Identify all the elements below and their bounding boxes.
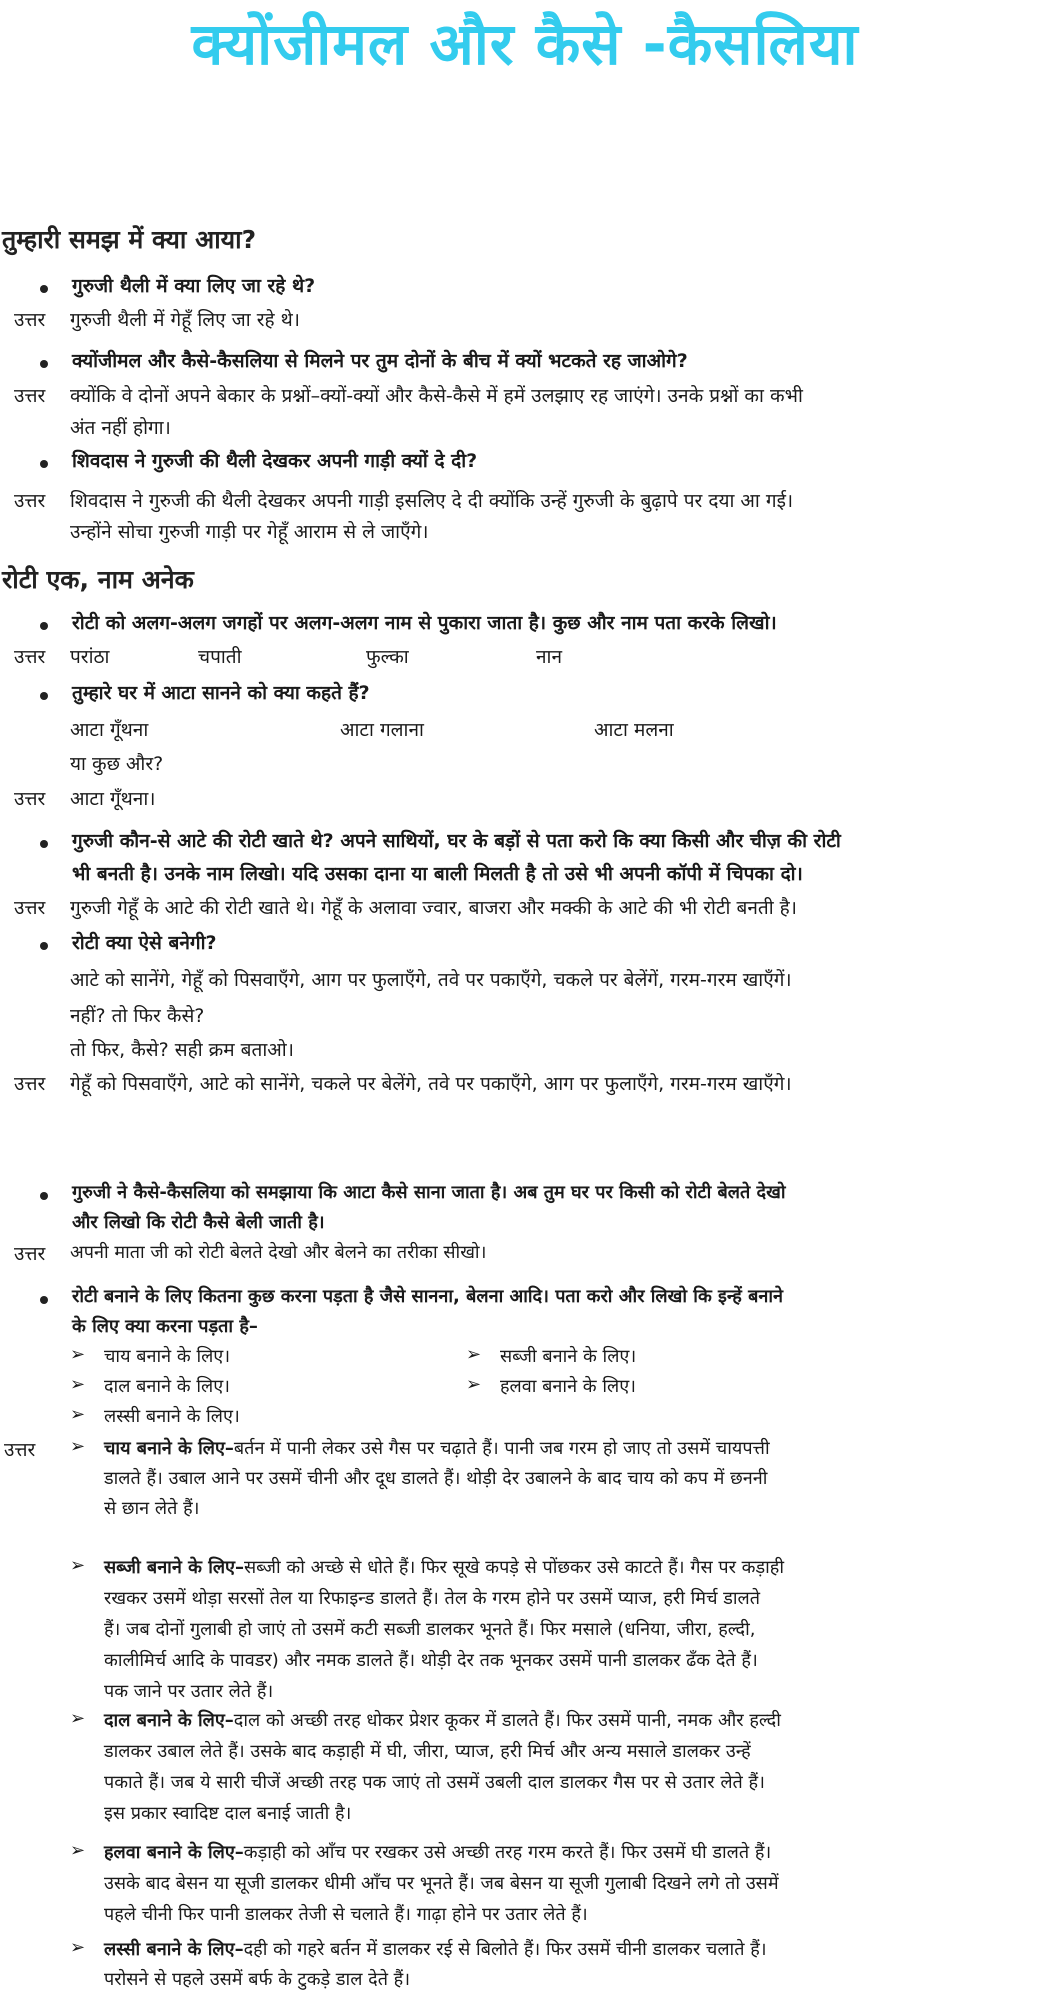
answer-name: परांठा xyxy=(70,646,110,668)
recipe-text: परोसने से पहले उसमें बर्फ के टुकड़े डाल देते हैं। xyxy=(104,1969,411,1990)
bullet-icon xyxy=(40,360,48,368)
arrow-bullet-icon: ➢ xyxy=(70,1555,86,1576)
recipe-text: पकाते हैं। जब ये सारी चीजें अच्छी तरह पक जाएं तो उसमें उबली दाल डालकर गैस पर से उतार लेते हैं। xyxy=(104,1772,765,1793)
task-item: चाय बनाने के लिए। xyxy=(104,1346,231,1367)
recipe-text: डालकर उबाल लेते हैं। उसके बाद कड़ाही में घी, जीरा, प्याज, हरी मिर्च और अन्य मसाले डालकर उन्हें xyxy=(104,1741,751,1762)
bullet-icon xyxy=(40,840,48,848)
section-heading-understanding: तुम्हारी समझ में क्या आया? xyxy=(2,225,257,254)
task-item: दाल बनाने के लिए। xyxy=(104,1376,230,1397)
prompt-text: तो फिर, कैसे? सही क्रम बताओ। xyxy=(70,1039,294,1061)
question: के लिए क्या करना पड़ता है– xyxy=(72,1316,258,1337)
prompt-text: नहीं? तो फिर कैसे? xyxy=(70,1005,205,1027)
recipe-title: चाय बनाने के लिए– xyxy=(104,1438,234,1459)
question: शिवदास ने गुरुजी की थैली देखकर अपनी गाड़ी क्यों दे दी? xyxy=(72,450,478,472)
recipe-dal xyxy=(104,1708,781,1732)
recipe-title: लस्सी बनाने के लिए– xyxy=(104,1939,244,1960)
task-item: सब्जी बनाने के लिए। xyxy=(500,1346,637,1367)
option: आटा गलाना xyxy=(340,719,424,741)
recipe-text: बर्तन में पानी लेकर उसे गैस पर चढ़ाते हैं। पानी जब गरम हो जाए तो उसमें चायपत्ती xyxy=(233,1438,770,1459)
recipe-text: दाल को अच्छी तरह धोकर प्रेशर कूकर में डालते हैं। फिर उसमें पानी, नमक और हल्दी xyxy=(233,1710,781,1731)
answer-text: क्योंकि वे दोनों अपने बेकार के प्रश्नों–क्यों-क्यों और कैसे-कैसे में हमें उलझाए रह जाएंगे। उनके प्रश्नों का कभी xyxy=(70,385,803,407)
question: क्योंजीमल और कैसे-कैसलिया से मिलने पर तुम दोनों के बीच में क्यों भटकते रह जाओगे? xyxy=(72,350,688,372)
recipe-halwa xyxy=(104,1840,771,1864)
recipe-text: हैं। जब दोनों गुलाबी हो जाएं तो उसमें कटी सब्जी डालकर भूनते हैं। फिर मसाले (धनिया, जीरा, हल्दी, xyxy=(104,1619,756,1640)
question: भी बनती है। उनके नाम लिखो। यदि उसका दाना या बाली मिलती है तो उसे भी अपनी कॉपी में चिपका दो। xyxy=(72,863,803,885)
option: आटा मलना xyxy=(594,719,674,741)
recipe-chai xyxy=(104,1436,770,1460)
recipe-text: दही को गहरे बर्तन में डालकर रई से बिलोते हैं। फिर उसमें चीनी डालकर चलाते हैं। xyxy=(243,1939,767,1960)
section-heading-roti: रोटी एक, नाम अनेक xyxy=(2,565,194,594)
recipe-lassi xyxy=(104,1937,767,1961)
recipe-title: सब्जी बनाने के लिए– xyxy=(104,1557,245,1578)
arrow-bullet-icon: ➢ xyxy=(70,1708,86,1729)
answer-text: आटा गूँथना। xyxy=(70,788,156,810)
prompt-text: आटे को सानेंगे, गेहूँ को पिसवाएँगे, आग पर फुलाएँगे, तवे पर पकाएँगे, चकले पर बेलेंगें, गरम-गरम खाएँगें। xyxy=(70,969,792,991)
recipe-title: हलवा बनाने के लिए– xyxy=(104,1842,244,1863)
recipe-text: डालते हैं। उबाल आने पर उसमें चीनी और दूध डालते हैं। थोड़ी देर उबालने के बाद चाय को कप में छननी xyxy=(104,1468,768,1489)
answer-label: उत्तर xyxy=(14,646,46,668)
recipe-text: इस प्रकार स्वादिष्ट दाल बनाई जाती है। xyxy=(104,1803,352,1824)
answer-name: नान xyxy=(536,646,563,668)
page-title: क्योंजीमल और कैसे -कैसलिया xyxy=(191,10,859,78)
question: और लिखो कि रोटी कैसे बेली जाती है। xyxy=(72,1212,325,1233)
recipe-text: कड़ाही को आँच पर रखकर उसे अच्छी तरह गरम करते हैं। फिर उसमें घी डालते हैं। xyxy=(243,1842,772,1863)
arrow-bullet-icon: ➢ xyxy=(70,1436,86,1457)
bullet-icon xyxy=(40,460,48,468)
task-item: लस्सी बनाने के लिए। xyxy=(104,1406,240,1427)
bullet-icon xyxy=(40,692,48,700)
answer-text: गुरुजी थैली में गेहूँ लिए जा रहे थे। xyxy=(70,309,300,331)
question: गुरुजी कौन-से आटे की रोटी खाते थे? अपने साथियों, घर के बड़ों से पता करो कि क्या किसी और चीज़ की रोटी xyxy=(72,830,841,852)
bullet-icon xyxy=(40,285,48,293)
option: आटा गूँथना xyxy=(70,719,149,741)
recipe-title: दाल बनाने के लिए– xyxy=(104,1710,234,1731)
question: रोटी को अलग-अलग जगहों पर अलग-अलग नाम से पुकारा जाता है। कुछ और नाम पता करके लिखो। xyxy=(72,612,777,634)
answer-text: उन्होंने सोचा गुरुजी गाड़ी पर गेहूँ आराम से ले जाएँगे। xyxy=(70,521,429,543)
answer-label: उत्तर xyxy=(14,897,46,919)
bullet-icon xyxy=(40,622,48,630)
bullet-icon xyxy=(40,942,48,950)
answer-label: उत्तर xyxy=(14,1243,46,1265)
option-more: या कुछ और? xyxy=(70,753,164,775)
answer-label: उत्तर xyxy=(14,788,46,810)
bullet-icon xyxy=(40,1296,48,1304)
answer-name: चपाती xyxy=(198,646,242,668)
answer-name: फुल्का xyxy=(366,646,409,668)
question: गुरुजी थैली में क्या लिए जा रहे थे? xyxy=(72,275,316,297)
task-item: हलवा बनाने के लिए। xyxy=(500,1376,636,1397)
recipe-text: से छान लेते हैं। xyxy=(104,1498,200,1519)
question: गुरुजी ने कैसे-कैसलिया को समझाया कि आटा कैसे साना जाता है। अब तुम घर पर किसी को रोटी बेलते देखो xyxy=(72,1182,786,1203)
answer-label: उत्तर xyxy=(14,490,46,512)
answer-text: गुरुजी गेहूँ के आटे की रोटी खाते थे। गेहूँ के अलावा ज्वार, बाजरा और मक्की के आटे की भी रोटी बनती है। xyxy=(70,897,797,919)
answer-text: शिवदास ने गुरुजी की थैली देखकर अपनी गाड़ी इसलिए दे दी क्योंकि उन्हें गुरुजी के बुढ़ापे पर दया आ गई। xyxy=(70,490,794,512)
answer-label: उत्तर xyxy=(4,1439,36,1461)
arrow-bullet-icon: ➢ xyxy=(466,1374,482,1395)
recipe-text: पक जाने पर उतार लेते हैं। xyxy=(104,1681,274,1702)
answer-label: उत्तर xyxy=(14,385,46,407)
question: तुम्हारे घर में आटा सानने को क्या कहते हैं? xyxy=(72,682,370,704)
arrow-bullet-icon: ➢ xyxy=(70,1344,86,1365)
recipe-sabji xyxy=(104,1555,784,1579)
bullet-icon xyxy=(40,1192,48,1200)
recipe-text: सब्जी को अच्छे से धोते हैं। फिर सूखे कपड़े से पोंछकर उसे काटते हैं। गैस पर कड़ाही xyxy=(244,1557,785,1578)
answer-label: उत्तर xyxy=(14,309,46,331)
recipe-text: पहले चीनी फिर पानी डालकर तेजी से चलाते हैं। गाढ़ा होने पर उतार लेते हैं। xyxy=(104,1904,588,1925)
answer-text: गेहूँ को पिसवाएँगे, आटे को सानेंगे, चकले पर बेलेंगे, तवे पर पकाएँगे, आग पर फुलाएँगे, गरम-गरम खाएँगे। xyxy=(70,1073,792,1095)
question: रोटी क्या ऐसे बनेगी? xyxy=(72,932,217,954)
answer-text: अपनी माता जी को रोटी बेलते देखो और बेलने का तरीका सीखो। xyxy=(70,1242,487,1263)
recipe-text: उसके बाद बेसन या सूजी डालकर धीमी आँच पर भूनते हैं। जब बेसन या सूजी गुलाबी दिखने लगे तो उसमें xyxy=(104,1873,779,1894)
arrow-bullet-icon: ➢ xyxy=(70,1404,86,1425)
answer-label: उत्तर xyxy=(14,1073,46,1095)
recipe-text: कालीमिर्च आदि के पावडर) और नमक डालते हैं। थोड़ी देर तक भूनकर उसमें पानी डालकर ढँक देते हैं। xyxy=(104,1650,758,1671)
question: रोटी बनाने के लिए कितना कुछ करना पड़ता है जैसे सानना, बेलना आदि। पता करो और लिखो कि इन्हें बनाने xyxy=(72,1286,784,1307)
arrow-bullet-icon: ➢ xyxy=(70,1937,86,1958)
arrow-bullet-icon: ➢ xyxy=(466,1344,482,1365)
answer-text: अंत नहीं होगा। xyxy=(70,417,171,439)
recipe-text: रखकर उसमें थोड़ा सरसों तेल या रिफाइन्ड डालते हैं। तेल के गरम होने पर उसमें प्याज, हरी मिर्च डालते xyxy=(104,1588,760,1609)
arrow-bullet-icon: ➢ xyxy=(70,1840,86,1861)
arrow-bullet-icon: ➢ xyxy=(70,1374,86,1395)
